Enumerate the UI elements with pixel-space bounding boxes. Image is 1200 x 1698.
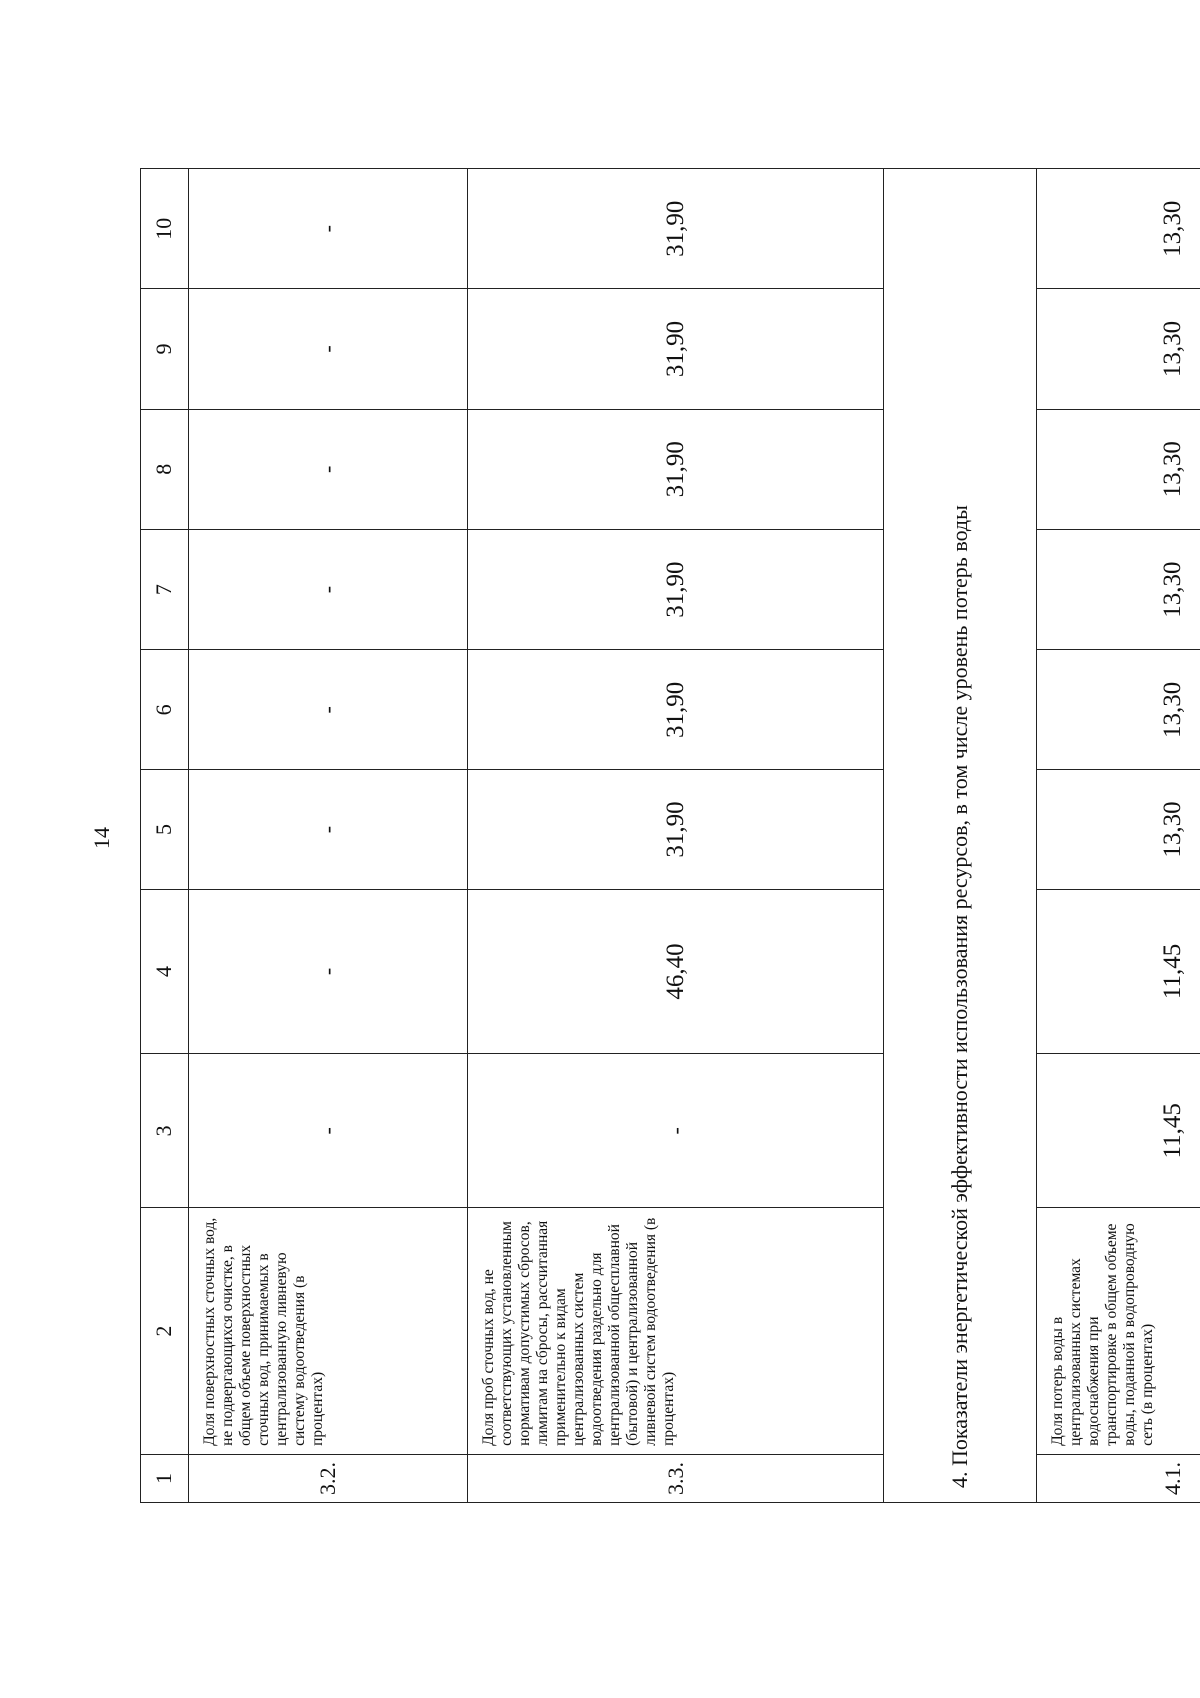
header-cell: 3 [141, 1054, 189, 1208]
value-cell: 11,45 [1037, 889, 1200, 1054]
indicators-table-rotated [140, 168, 1200, 1503]
value-cell: - [188, 770, 468, 889]
header-cell: 8 [141, 409, 189, 529]
value-cell: - [188, 169, 468, 289]
table-header-row [141, 169, 189, 1503]
value-cell: - [188, 289, 468, 409]
value-cell: - [188, 1054, 468, 1208]
value-cell: - [188, 889, 468, 1054]
row-number: 4.1. [1037, 1454, 1200, 1502]
row-number: 3.3. [468, 1454, 884, 1502]
value-cell: 13,30 [1037, 409, 1200, 529]
value-cell: 13,30 [1037, 289, 1200, 409]
value-cell: 11,45 [1037, 1054, 1200, 1208]
value-cell: 13,30 [1037, 529, 1200, 649]
value-cell: 31,90 [468, 770, 884, 889]
header-cell: 10 [141, 169, 189, 289]
table-row-3-2 [188, 169, 468, 1503]
value-cell: 31,90 [468, 169, 884, 289]
value-cell: - [188, 409, 468, 529]
page-number: 14 [89, 827, 114, 849]
header-cell: 7 [141, 529, 189, 649]
value-cell: - [468, 1054, 884, 1208]
row-number: 3.2. [188, 1454, 468, 1502]
value-cell: 13,30 [1037, 770, 1200, 889]
value-cell: 31,90 [468, 289, 884, 409]
value-cell: - [188, 650, 468, 770]
value-cell: 31,90 [468, 409, 884, 529]
header-cell: 9 [141, 289, 189, 409]
header-cell: 6 [141, 650, 189, 770]
value-cell: 31,90 [468, 650, 884, 770]
table-row-3-3 [468, 169, 884, 1503]
header-cell: 5 [141, 770, 189, 889]
indicators-table [140, 168, 1200, 1503]
value-cell: - [188, 529, 468, 649]
indicator-name: Доля проб сточных вод, не соответствующих установленным нормативам допустимых сбросов, лимитам на сбросы, рассчитанная применительно к видам централизованных систем водоотведения раздельно для централизованной общесплавной (бытовой) и централизованной ливневой систем водоотведения (в процентах) [468, 1208, 884, 1455]
table-row-4-1 [1037, 169, 1200, 1503]
indicator-name: Доля поверхностных сточных вод, не подвергающихся очистке, в общем объеме поверхностных сточных вод, принимаемых в централизованную ливневую систему водоотведения (в процентах) [188, 1208, 468, 1455]
header-cell: 4 [141, 889, 189, 1054]
header-cell: 2 [141, 1208, 189, 1455]
indicator-name: Доля потерь воды в централизованных системах водоснабжения при транспортировке в общем объеме воды, поданной в водопроводную сеть (в процентах) [1037, 1208, 1200, 1455]
header-cell: 1 [141, 1454, 189, 1502]
value-cell: 46,40 [468, 889, 884, 1054]
value-cell: 13,30 [1037, 650, 1200, 770]
value-cell: 13,30 [1037, 169, 1200, 289]
section-row-4 [884, 169, 1037, 1503]
value-cell: 31,90 [468, 529, 884, 649]
section-title: 4. Показатели энергетической эффективности использования ресурсов, в том числе уровень потерь воды [884, 169, 1037, 1503]
